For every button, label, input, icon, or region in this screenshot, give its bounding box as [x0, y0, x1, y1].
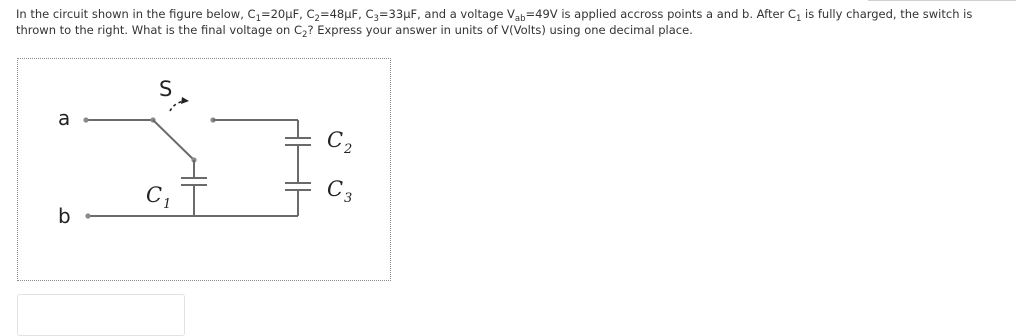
question-part: =48μF, C	[319, 7, 374, 21]
question-subscript: 3	[373, 14, 379, 24]
question-part: ? Express your answer in units of V(Volts) using one decimal place.	[307, 23, 693, 37]
question-subscript: 1	[795, 14, 802, 24]
question-text	[16, 6, 1006, 38]
terminal-a	[83, 117, 88, 122]
terminal-b	[85, 213, 90, 218]
question-subscript: 2	[314, 14, 320, 24]
label-switch: S	[159, 77, 173, 101]
label-c1: C	[146, 183, 163, 207]
label-c1-sub: 1	[163, 197, 172, 212]
answer-field-container[interactable]	[17, 294, 185, 336]
question-part: =33μF, and a voltage V	[378, 7, 515, 21]
question-part: =49V is applied accross points a and b. After C	[525, 7, 796, 21]
question-part: =20μF, C	[260, 7, 315, 21]
circuit-figure	[17, 58, 391, 281]
question-subscript: ab	[514, 14, 526, 24]
label-a: a	[58, 106, 71, 130]
label-c3-sub: 3	[344, 191, 353, 206]
label-c3: C	[327, 177, 344, 201]
question-subscript: 2	[302, 30, 308, 40]
label-c2-sub: 2	[344, 142, 353, 157]
top-divider	[868, 0, 1016, 1]
label-c2: C	[327, 128, 344, 152]
switch-blade	[153, 120, 194, 160]
answer-input[interactable]	[18, 295, 184, 335]
question-part: is fully charged, the switch is thrown to the right. What is the final voltage on C	[16, 7, 973, 37]
circuit-diagram	[18, 59, 390, 280]
question-part: In the circuit shown in the figure below, C	[16, 7, 256, 21]
switch-arrowhead-icon	[181, 97, 189, 104]
question-subscript: 1	[255, 14, 261, 24]
label-b: b	[58, 204, 71, 228]
